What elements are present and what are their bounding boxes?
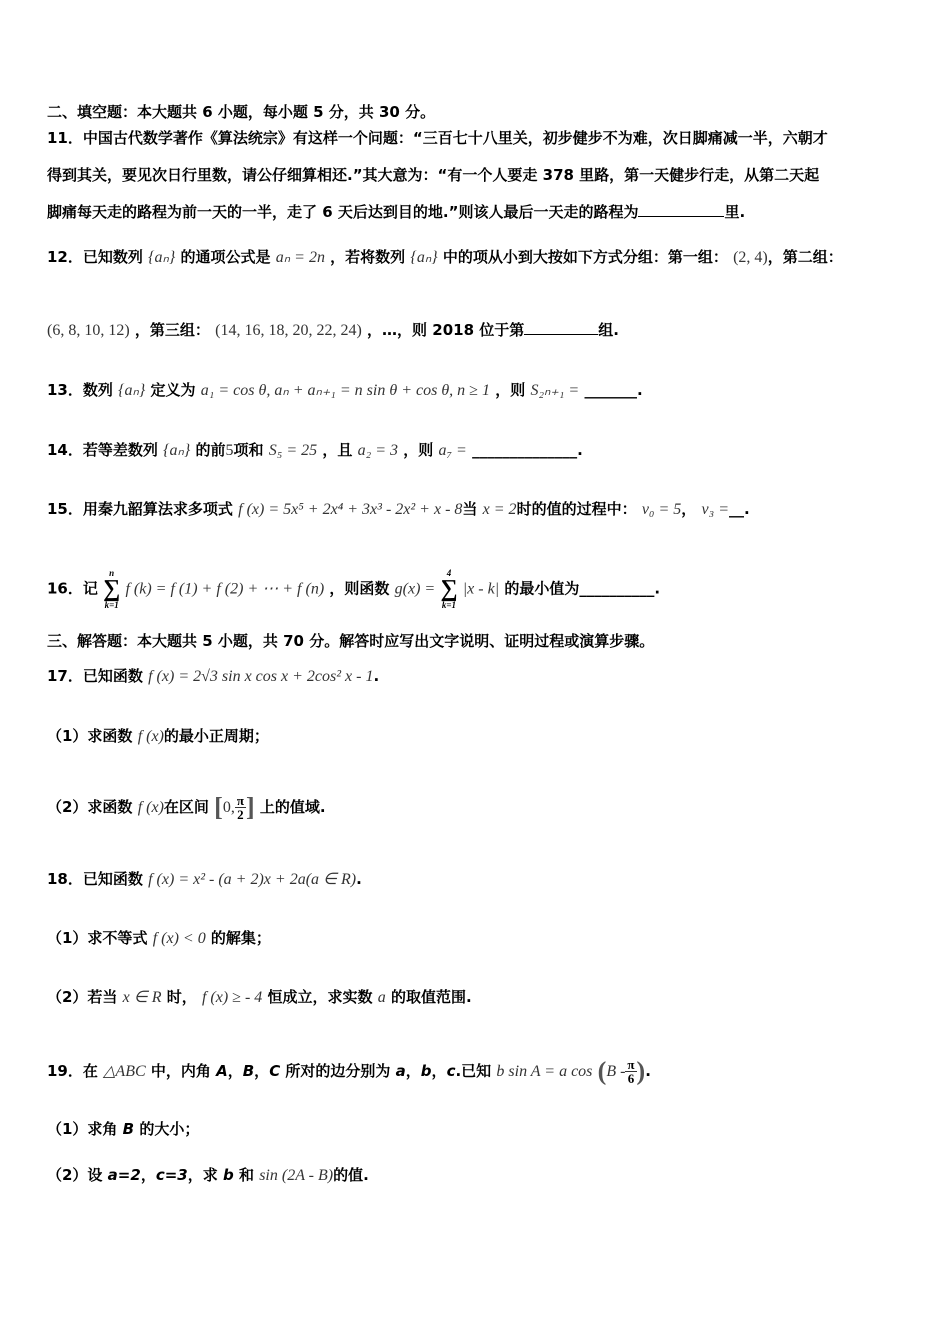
q19-sub-2-c: c=3 [155,1166,188,1184]
left-paren-icon: ( [597,1056,607,1086]
right-paren-icon: ) [636,1056,646,1086]
q12-text-4: 中的项从小到大按如下方式分组：第一组： [442,248,728,266]
q19-var-c: c [446,1062,456,1080]
q16-text-3: 的最小值为 [504,579,580,598]
q19-sub-2-and: 和 [233,1166,254,1184]
q18-sub-2 [47,987,472,1008]
q13-math-def: a₁ = cos θ, aₙ + aₙ₊₁ = n sin θ + cos θ, n ≥ 1 [200,382,490,399]
q17-interval-fraction [235,794,246,821]
q16-text-1: 16．记 [47,579,98,598]
q11-line-3 [47,202,745,222]
q11-line-1: 11．中国古代数学著作《算法统宗》有这样一个问题：“三百七十八里关，初步健步不为难，次日脚痛减一半，六朝才 [47,129,828,147]
q19-sub-1-end: 的大小； [134,1120,200,1138]
q12-group-1: (2, 4) [733,249,768,266]
q16-sum-2-bottom: k=1 [441,600,457,610]
q19-comma-1: ， [227,1062,243,1080]
q13-math-sum: S₂ₙ₊₁ = [530,382,580,399]
q15-math-x: x = 2 [482,501,517,518]
q12-line-1 [47,247,843,268]
q14-text-4: ，且 [322,441,353,459]
q19-sub-2-comma: ， [140,1166,156,1184]
q13-text-2: 定义为 [150,381,196,399]
q19-sub-2-b: b [222,1166,234,1184]
q16-math-g: g(x) = [394,580,436,598]
q14-text-2: 的前 [195,441,226,459]
q18-sub-2-mid: 时， [166,988,197,1006]
q12-text-6: ，第三组： [134,321,210,339]
q17-sub-2-end: 上的值域. [259,798,326,816]
q19-sub-2-mid: ，求 [187,1166,223,1184]
q19-frac-den: 6 [627,1071,635,1086]
q18-sub-2-mid-2: 恒成立，求实数 [267,988,373,1006]
q17-frac-num: π [236,793,244,808]
q19-text-5: . [645,1062,651,1080]
q12-text-2: 的通项公式是 [180,248,271,266]
q14-answer-blank[interactable]: ______________. [472,441,583,459]
q19-frac-num: π [627,1057,635,1072]
sigma-icon: ∑ [103,576,121,602]
q17-sub-1 [47,726,269,747]
q19-math-eq: b sin A = a cos [496,1063,593,1080]
q11-answer-blank[interactable] [638,202,724,217]
q18-sub-1-end: 的解集； [210,929,271,947]
q19-sub-1 [47,1119,199,1139]
q15-answer-blank[interactable]: __. [729,500,750,518]
q14-math-a7: a₇ = [438,442,467,459]
q19-comma-2: ， [254,1062,270,1080]
q12-math-seq: {aₙ} [148,249,176,266]
q17-text-2: . [373,667,380,685]
q12-text-1: 12．已知数列 [47,248,143,266]
q19-text-2: 中，内角 [150,1062,217,1080]
q14-text-3: 项和 [233,441,264,459]
q12-math-formula: aₙ = 2n [275,249,325,266]
q17-frac-den: 2 [237,807,244,822]
q16-sum-1-bottom: k=1 [104,600,119,610]
q14-text-1: 14．若等差数列 [47,441,158,459]
q18-sub-2-end: 的取值范围. [391,988,472,1006]
q19-sub-1-text: （1）求角 [47,1120,123,1138]
q15-text-2: 当 [462,500,478,518]
q18-text-1: 18．已知函数 [47,870,143,888]
q17-sub-2-mid: 在区间 [163,798,209,816]
q14-math-a2: a₂ = 3 [357,442,398,459]
q12-text-3: ，若将数列 [330,248,406,266]
q16-sum-1 [103,568,120,610]
q15-math-v3: v₃ = [701,501,729,518]
q19-text-4: .已知 [455,1062,492,1080]
q16-sum-2-top: 4 [446,568,452,578]
q19-text-3: 所对的边分别为 [280,1062,396,1080]
q14-text-5: ，则 [403,441,434,459]
q16-line [47,568,660,610]
q14-math-seq: {aₙ} [163,442,191,459]
q19-sub-2-text: （2）设 [47,1166,108,1184]
q12-text-8: 组. [598,321,619,339]
q19-fraction [625,1058,636,1085]
q13-text-3: ，则 [495,381,526,399]
q19-sub-2-math: sin (2A - B) [259,1167,334,1184]
q11-line-2: 得到其关，要见次日行里数，请公仔细算相还.”其大意为：“有一个人要走 378 里路，第一天健步行走，从第二天起 [47,166,820,184]
q15-text-1: 15．用秦九韶算法求多项式 [47,500,233,518]
q19-text-1: 19．在 [47,1062,98,1080]
left-bracket-icon: [ [214,792,223,822]
q15-math-v0: v₀ = 5 [641,501,682,518]
q17-sub-2-text: （2）求函数 [47,798,133,816]
q19-line [47,1054,651,1089]
q19-math-triangle: △ABC [103,1063,146,1080]
q19-math-b-minus: B - [606,1063,626,1080]
q17-sub-2-math: f (x) [137,799,164,816]
q16-sum-1-top: n [109,568,115,578]
q19-var-B: B [242,1062,255,1080]
sigma-icon: ∑ [440,576,458,602]
q16-sum-2 [440,568,457,610]
q19-var-A: A [216,1062,228,1080]
q15-text-3: 时的值的过程中： [516,500,637,518]
q12-text-5: ，第二组： [767,248,843,266]
q16-text-2: ，则函数 [329,579,390,598]
q17-sub-2 [47,792,326,823]
q14-math-s5: S₅ = 25 [268,442,318,459]
q18-sub-2-text: （2）若当 [47,988,118,1006]
section-3-title: 三、解答题：本大题共 5 小题，共 70 分。解答时应写出文字说明、证明过程或演算步骤。 [47,632,655,650]
q13-answer-blank[interactable]: _______. [584,381,643,399]
q11-line-3-text: 脚痛每天走的路程为前一天的一半，走了 6 天后达到目的地.”则该人最后一天走的路程为 [47,203,639,221]
q15-math-poly: f (x) = 5x⁵ + 2x⁴ + 3x³ - 2x² + x - 8 [238,501,463,518]
q17-math-func: f (x) = 2√3 sin x cos x + 2cos² x - 1 [148,668,374,685]
q12-answer-blank[interactable] [524,320,598,335]
q16-math-def: f (k) = f (1) + f (2) + ⋯ + f (n) [125,580,325,598]
right-bracket-icon: ] [245,792,255,822]
q18-sub-2-math-3: a [377,989,386,1006]
q13-text-1: 13．数列 [47,381,113,399]
q14-line [47,440,583,461]
q19-var-a: a [395,1062,406,1080]
q14-math-5: 5 [225,442,234,459]
q17-sub-1-text: （1）求函数 [47,727,133,745]
q12-text-7: ，…，则 2018 位于第 [367,321,525,339]
q17-sub-1-math: f (x) [137,728,164,745]
q16-answer-blank[interactable]: __________. [579,579,661,598]
q19-comma-4: ， [431,1062,447,1080]
q17-line [47,666,379,687]
q12-group-3: (14, 16, 18, 20, 22, 24) [215,322,362,339]
q18-sub-1-text: （1）求不等式 [47,929,148,947]
q12-line-2 [47,320,619,341]
q11-line-3-end: 里. [724,203,746,221]
q19-comma-3: ， [405,1062,421,1080]
q18-math-func: f (x) = x² - (a + 2)x + 2a(a ∈ R) [148,871,357,888]
q17-interval-left: 0, [222,799,235,816]
q13-line [47,380,643,401]
q19-sub-2-a: a=2 [107,1166,141,1184]
q19-sub-1-var: B [122,1120,135,1138]
section-2-title: 二、填空题：本大题共 6 小题，每小题 5 分，共 30 分。 [47,103,436,121]
q15-text-4: ， [681,500,697,518]
q19-sub-2-end: 的值. [333,1166,369,1184]
q18-sub-2-math-2: f (x) ≥ - 4 [201,989,263,1006]
q18-sub-2-math-1: x ∈ R [122,989,162,1006]
q17-sub-1-end: 的最小正周期； [163,727,269,745]
q18-text-2: . [356,870,362,888]
q16-math-abs: |x - k| [462,580,500,598]
q18-line [47,869,362,890]
q18-sub-1 [47,928,271,949]
q13-math-seq: {aₙ} [118,382,146,399]
q19-var-C: C [269,1062,281,1080]
q19-sub-2 [47,1165,369,1186]
q18-sub-1-math: f (x) < 0 [152,930,206,947]
q12-math-seq-2: {aₙ} [410,249,438,266]
q12-group-2: (6, 8, 10, 12) [47,322,130,339]
q15-line [47,499,750,520]
q19-var-b: b [420,1062,432,1080]
q17-text-1: 17．已知函数 [47,667,143,685]
